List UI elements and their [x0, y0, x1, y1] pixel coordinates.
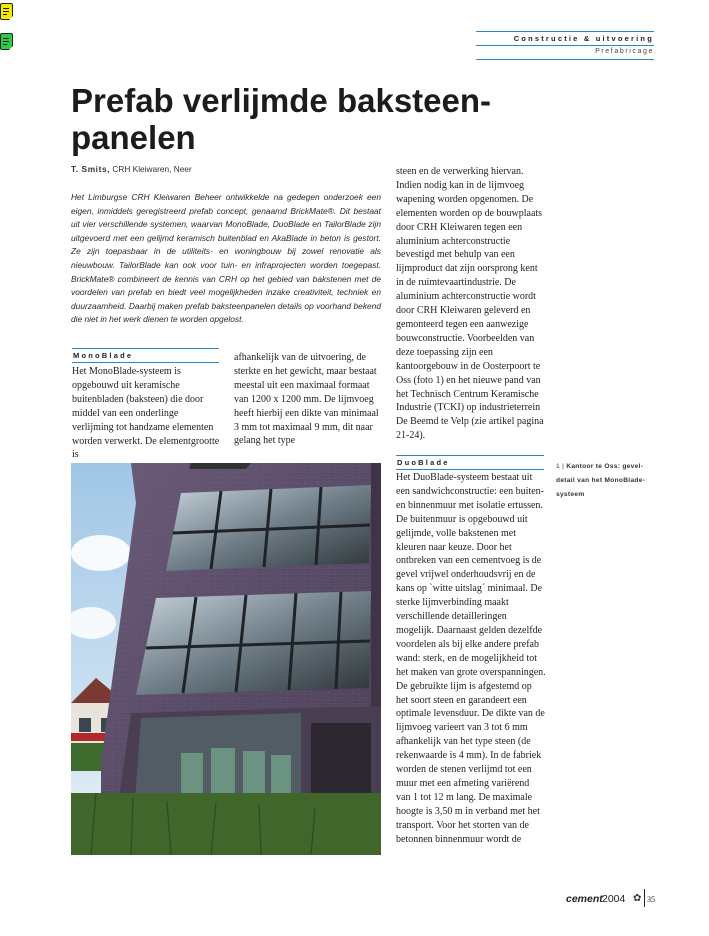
- section-label: Constructie & uitvoering: [513, 34, 654, 43]
- page-number: 35: [647, 895, 655, 904]
- building-photo: [71, 463, 381, 855]
- monoblade-text-continued: afhankelijk van de uitvoering, de sterkte en het gewicht, maar bestaat meestal uit een maximaal formaat van 1200 x 1200 mm. De lijmvoeg heeft hierbij een dikte van minimaal 3 mm tot maximaal 9 mm, dit naar gelang het type: [234, 352, 379, 447]
- sticky-note-icon[interactable]: [0, 3, 13, 20]
- header-rule-top: [476, 31, 654, 32]
- mono-rule-top: [72, 348, 219, 349]
- magazine-name: cement: [566, 893, 603, 905]
- duo-rule-bottom: [396, 469, 544, 470]
- duoblade-text: Het DuoBlade-systeem bestaat uit een sandwichconstructie: een buiten- en binnenmuur met isolatie ertussen. De buitenmuur is opgebouwd uit gelijmde, volle bakstenen met kleuren naar keuze. Door het ontbreken van een cementvoeg is de gevel vrijwel onderhoudsvrij en de kans op `witte uitslag´ minimaal. De sterke lijmverbinding maakt verschillende detailleringen mogelijk. Daarnaast gelden dezelfde voordelen als bij elke andere prefab wand: sterk, en de mogelijkheid tot het maken van grote overspanningen. De gebruikte lijm is afgestemd op het soort steen en garandeert een optimale levensduur. De dikte van de lijmvoeg varieert van 3 tot 6 mm afhankelijk van het type steen (de rekenwaarde is 4 mm). In de fabriek worden de stenen verlijmd tot een muur met een afmeting variërend van 1 tot 12 m lang. De maximale hoogte is 3,50 m in verband met het transport. Voor het storten van de betonnen binnenmuur wordt de: [396, 472, 546, 845]
- mono-rule-bottom: [72, 362, 219, 363]
- sticky-note-icon[interactable]: [0, 33, 13, 50]
- article-title: Prefab verlijmde baksteen-panelen: [71, 82, 492, 156]
- header-rule-mid: [476, 45, 654, 46]
- photo-caption: [556, 460, 656, 502]
- author-line: [71, 164, 192, 174]
- article-intro: Het Limburgse CRH Kleiwaren Beheer ontwikkelde na gedegen onderzoek een eigen, inmiddels geregistreerd prefab concept, genaamd BrickMate®. Dit bestaat uit vier verschillende systemen, waarvan MonoBlade, DuoBlade en TailorBlade zijn uitgevoerd met een gelijmd keramisch buitenblad en AkaBlade in beton is gestort. Ze zijn toepasbaar in de utiliteits- en woningbouw bij zowel renovatie als nieuwbouw. TailorBlade kan ook voor tuin- en infraprojecten worden toegepast. BrickMate® combineert de kennis van CRH op het gebied van bakstenen met de voordelen van prefab en biedt veel mogelijkheden inzake creativiteit, techniek en duurzaamheid. Daarbij maken prefab baksteenpanelen details op voorhand bekend die niet in het werk dienen te worden opgelost.: [71, 192, 381, 325]
- caption-text: Kantoor te Oss: geveldetail van het MonoBlade-systeem: [556, 463, 646, 498]
- subsection-label: Prefabricage: [595, 48, 654, 55]
- author-affiliation: CRH Kleiwaren, Neer: [112, 164, 192, 174]
- duo-rule-top: [396, 455, 544, 456]
- duoblade-heading: DuoBlade: [397, 458, 450, 467]
- issue-year: 2004: [602, 893, 626, 905]
- footer-divider: [644, 889, 645, 907]
- author-name: T. Smits,: [71, 164, 111, 174]
- monoblade-heading: MonoBlade: [73, 351, 134, 360]
- monoblade-text: Het MonoBlade-systeem is opgebouwd uit keramische buitenbladen (baksteen) die door middel van een onderlinge verlijming tot handzame elementen worden verwerkt. De elementgrootte is: [72, 366, 220, 461]
- header-rule-bottom: [476, 59, 654, 60]
- gear-icon: ✿: [633, 893, 642, 904]
- right-column-text: steen en de verwerking hiervan. Indien nodig kan in de lijmvoeg wapening worden opgenomen. De elementen worden op de bouwplaats door CRH Kleiwaren tegen een aluminium achterconstructie bevestigd met behulp van een lijmproduct dat zijn oorsprong kent in de ruimtevaartindustrie. De aluminium achterconstructie wordt door CRH Kleiwaren geleverd en gemonteerd tegen een aanwezige bouwconstructie. Voorbeelden van deze toepassing zijn een kantoorgebouw in de Oosterpoort te Oss (foto 1) en het nieuwe pand van het Technisch Centrum Keramische Industrie (TCKI) op industrieterrein De Beemd te Velp (zie artikel pagina 21-24).: [396, 166, 544, 442]
- caption-number: 1 |: [556, 463, 565, 470]
